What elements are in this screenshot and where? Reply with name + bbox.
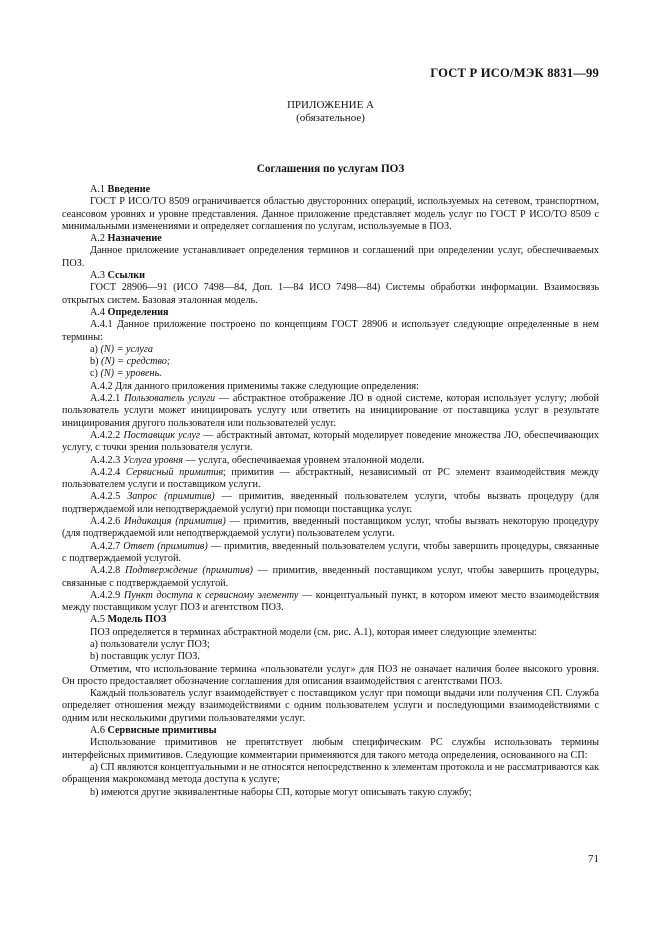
list-item: b) поставщик услуг ПОЗ.: [90, 651, 200, 663]
term: Пользователь услуги: [124, 393, 216, 405]
clause-number: А.4.2.1: [90, 393, 125, 405]
definition: [62, 455, 599, 467]
definition: [62, 393, 599, 430]
clause-number: А.4.2.5: [90, 491, 128, 503]
clause-number: А.4.2.9: [90, 589, 124, 601]
paragraph: Использование примитивов не препятствует любым специфическим РС службы использовать термины интерфейсных примитивов. Следующие комментарии применяются для такого метода определения, основанного на СП:: [62, 737, 599, 761]
definition: [62, 491, 599, 516]
heading-a5: [62, 614, 599, 626]
definition-text: ; примитив — абстрактный, независимый от РС элемент взаимодействия между пользователем услуги и поставщиком услуги.: [62, 466, 599, 491]
definition-text: — абстрактный автомат, который моделирует поведение множества ЛО, обеспечивающих услугу, с точки зрения пользователя услуги.: [62, 429, 600, 454]
heading-a2: [62, 233, 599, 245]
paragraph: А.4.2 Для данного приложения применимы также следующие определения:: [90, 380, 419, 392]
list-item: а) СП являются концептуальными и не относятся непосредственно к элементам протокола и не рассматриваются как обращения макрокоманд метода доступа к услуге;: [62, 761, 599, 786]
heading-a3: [62, 270, 599, 282]
definition: [62, 565, 599, 590]
heading-text: Определения: [107, 306, 169, 318]
definition-text: — примитив, введенный пользователем услуги, чтобы вызвать процедуру (для подтверждаемой или неподтверждаемой услуги) при помощи поставщика услуг.: [62, 491, 599, 515]
heading-a4: [62, 307, 599, 319]
definition: [62, 467, 599, 492]
list-item: [62, 344, 599, 356]
paragraph: А.4.1 Данное приложение построено по концепциям ГОСТ 28906 и использует следующие определенные в нем термины:: [62, 319, 599, 343]
definition: [62, 516, 599, 541]
list-item: [62, 368, 599, 380]
heading-number: А.5: [90, 614, 108, 626]
heading-number: А.4: [90, 306, 108, 318]
term: Индикация (примитив): [124, 516, 226, 528]
term: Ответ (примитив): [123, 540, 208, 552]
definition: [62, 541, 599, 566]
heading-number: А.6: [90, 725, 108, 737]
list-marker: а): [90, 343, 101, 355]
list-marker: b): [90, 356, 102, 368]
heading-text: Ссылки: [107, 270, 145, 282]
section-title: Соглашения по услугам ПОЗ: [256, 163, 405, 175]
clause-number: А.4.2.8: [90, 565, 126, 577]
clause-number: А.4.2.4: [90, 466, 126, 478]
definition-text: — примитив, введенный поставщиком услуг, чтобы завершить процедуры, связанные с подтверждаемой услугой.: [62, 565, 599, 589]
annex-status: (обязательное): [296, 112, 365, 124]
paragraph: ГОСТ Р ИСО/ТО 8509 ограничивается областью двусторонних операций, используемых на сетевом, транспортном, сеансовом уровнях и уровне представления. Данное приложение представляет модель услуг по ГОСТ Р ИСО/ТО 8509 с минимальными изменениями и определяет соглашения по услугам, используемые в ПОЗ.: [62, 196, 599, 232]
heading-text: Модель ПОЗ: [107, 614, 167, 626]
clause-number: А.4.2.3: [90, 454, 123, 466]
term: Пункт доступа к сервисному элементу: [123, 589, 299, 601]
term: (N) = уровень.: [100, 368, 162, 380]
definition: [62, 430, 599, 455]
term: Услуга уровня: [122, 454, 183, 466]
definition-text: — примитив, введенный поставщиком услуг, чтобы вызвать некоторую процедуру (для подтверждаемой или неподтверждаемой услуги) пользователем услуги.: [62, 516, 599, 540]
heading-number: А.1: [90, 184, 108, 195]
clause-number: А.4.2.2: [90, 429, 124, 441]
list-marker: с): [90, 368, 101, 380]
term: Сервисный примитив: [125, 466, 223, 478]
list-item: b) имеются другие эквивалентные наборы СП, которые могут описывать такую службу;: [90, 786, 472, 798]
heading-text: Назначение: [107, 233, 162, 245]
paragraph: ГОСТ 28906—91 (ИСО 7498—84, Доп. 1—84 ИСО 7498—84) Системы обработки информации. Взаимосвязь открытых систем. Базовая эталонная модель.: [62, 282, 599, 306]
heading-a1: [62, 184, 599, 196]
annex-heading: [0, 99, 661, 125]
clause-number: А.4.2.7: [90, 540, 124, 552]
list-item: [62, 356, 599, 368]
heading-text: Сервисные примитивы: [107, 725, 217, 737]
heading-a6: [62, 725, 599, 737]
list-item: а) пользователи услуг ПОЗ;: [90, 638, 210, 650]
annex-title: ПРИЛОЖЕНИЕ А: [286, 99, 374, 111]
page-number: 71: [588, 853, 599, 865]
term: Запрос (примитив): [127, 491, 215, 503]
paragraph: ПОЗ определяется в терминах абстрактной модели (см. рис. А.1), которая имеет следующие элементы:: [90, 626, 538, 638]
heading-text: Введение: [107, 184, 151, 195]
heading-number: А.3: [90, 270, 108, 282]
definition: [62, 590, 599, 615]
paragraph: Каждый пользователь услуг взаимодействует с поставщиком услуг при помощи выдачи или получения СП. Служба определяет отношения между взаимодействиями с одним пользователем услуги и последующими взаимодействиями с одним или несколькими другими пользователями услуг.: [62, 688, 599, 724]
term: (N) = услуга: [100, 343, 153, 355]
paragraph: Отметим, что использование термина «пользователи услуг» для ПОЗ не означает наличия более высокого уровня. Он просто предоставляет обозначение соглашения для описания взаимодействия с агентствами ПОЗ.: [62, 663, 599, 687]
running-header: ГОСТ Р ИСО/МЭК 8831—99: [430, 66, 599, 80]
term: Подтверждение (примитив): [125, 565, 253, 577]
heading-number: А.2: [90, 233, 108, 245]
term: Поставщик услуг: [123, 429, 200, 441]
term: (N) = средство;: [101, 356, 171, 368]
clause-number: А.4.2.6: [90, 516, 125, 528]
document-body: [62, 184, 599, 799]
definition-text: — примитив, введенный пользователем услуги, чтобы завершить процедуры, связанные с подтверждаемой услугой.: [62, 540, 599, 564]
definition-text: — услуга, обеспечиваемая уровнем эталонной модели.: [182, 454, 425, 466]
definition-text: — абстрактное отображение ЛО в одной системе, которая использует услугу; любой пользователь услуги может инициировать услугу или ответить на инициирование от поставщика услуг в результате инициирования другого пользователя или пользователей услуг.: [62, 393, 599, 429]
definition-text: — концептуальный пункт, в котором имеют место взаимодействия между поставщиком услуг ПОЗ и агентством ПОЗ.: [62, 589, 599, 614]
paragraph: Данное приложение устанавливает определения терминов и соглашений при определении услуг, обеспечиваемых ПОЗ.: [62, 245, 599, 269]
